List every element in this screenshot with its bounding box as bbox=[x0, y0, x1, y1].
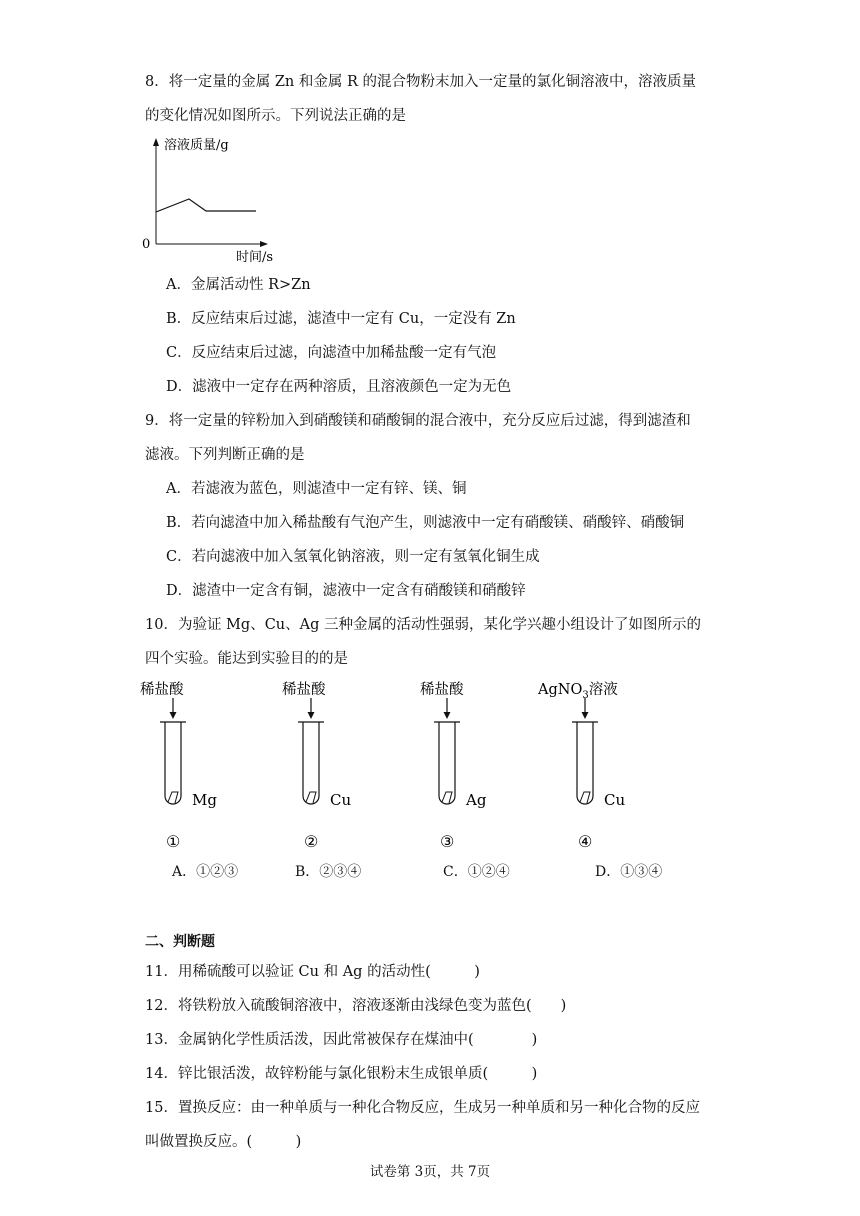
solution-mass-curve bbox=[156, 199, 256, 212]
exp1-arrow-head bbox=[170, 712, 177, 719]
exp4-reagent bbox=[537, 680, 618, 701]
q8-option-a: A．金属活动性 R>Zn bbox=[166, 277, 311, 293]
exp3-reagent: 稀盐酸 bbox=[420, 682, 464, 698]
exp3-mark: ③ bbox=[440, 832, 455, 851]
experiment-3 bbox=[420, 680, 487, 851]
q9-stem-line2: 滤液。下列判断正确的是 bbox=[145, 447, 305, 463]
exp4-metal: Cu bbox=[604, 791, 626, 809]
q9-option-a: A．若滤液为蓝色，则滤渣中一定有锌、镁、铜 bbox=[166, 481, 467, 497]
q9-option-b: B．若向滤渣中加入稀盐酸有气泡产生，则滤液中一定有硝酸镁、硝酸锌、硝酸铜 bbox=[166, 515, 685, 531]
exp4-mark: ④ bbox=[578, 832, 593, 851]
section-title: 二、判断题 bbox=[145, 934, 215, 950]
experiment-2 bbox=[282, 680, 351, 851]
experiment-4 bbox=[537, 680, 625, 851]
exp1-metal-piece bbox=[168, 792, 178, 803]
q10-stem-line2: 四个实验。能达到实验目的的是 bbox=[145, 651, 348, 667]
exp4-arrow-head bbox=[582, 712, 589, 719]
exp1-mark: ① bbox=[166, 832, 181, 851]
graph-origin: 0 bbox=[142, 237, 151, 252]
q10-experiments-figure bbox=[140, 672, 700, 852]
exp1-reagent: 稀盐酸 bbox=[140, 682, 184, 698]
q10-option-d: D．①③④ bbox=[595, 864, 663, 880]
page-footer: 试卷第 3页，共 7页 bbox=[369, 1164, 491, 1180]
q9-option-d: D．滤渣中一定含有铜，滤液中一定含有硝酸镁和硝酸锌 bbox=[166, 583, 526, 599]
q9-option-c: C．若向滤液中加入氢氧化钠溶液，则一定有氢氧化铜生成 bbox=[166, 549, 540, 565]
judge-item-15-line1: 15．置换反应：由一种单质与一种化合物反应，生成另一种单质和另一种化合物的反应 bbox=[145, 1100, 700, 1116]
q10-stem-line1: 10．为验证 Mg、Cu、Ag 三种金属的活动性强弱，某化学兴趣小组设计了如图所示的 bbox=[145, 617, 701, 633]
graph-xlabel: 时间/s bbox=[236, 250, 274, 265]
exp3-arrow-head bbox=[444, 712, 451, 719]
q8-stem-line1: 8．将一定量的金属 Zn 和金属 R 的混合物粉末加入一定量的氯化铜溶液中，溶液质量 bbox=[145, 74, 696, 90]
judge-item-15-line2: 叫做置换反应。( ) bbox=[145, 1134, 302, 1150]
x-axis-arrow bbox=[260, 241, 268, 247]
judge-item-11: 11．用稀硫酸可以验证 Cu 和 Ag 的活动性( ) bbox=[145, 964, 480, 980]
q10-option-b: B．②③④ bbox=[295, 864, 362, 880]
exp4-reagent-subscript: 3 bbox=[582, 690, 589, 701]
q10-option-a: A．①②③ bbox=[172, 864, 239, 880]
exp4-reagent-tail: 溶液 bbox=[588, 682, 618, 698]
q8-option-c: C．反应结束后过滤，向滤渣中加稀盐酸一定有气泡 bbox=[166, 345, 497, 361]
exp2-arrow-head bbox=[308, 712, 315, 719]
q8-mass-time-graph bbox=[140, 136, 280, 266]
q8-option-b: B．反应结束后过滤，滤渣中一定有 Cu，一定没有 Zn bbox=[166, 311, 516, 327]
judge-item-12: 12．将铁粉放入硫酸铜溶液中，溶液逐渐由浅绿色变为蓝色( ) bbox=[145, 998, 567, 1014]
judge-item-13: 13．金属钠化学性质活泼，因此常被保存在煤油中( ) bbox=[145, 1032, 538, 1048]
exp2-reagent: 稀盐酸 bbox=[282, 682, 326, 698]
exp3-metal: Ag bbox=[466, 791, 487, 809]
graph-ylabel: 溶液质量/g bbox=[164, 138, 229, 153]
exp4-metal-piece bbox=[580, 792, 590, 803]
y-axis-arrow bbox=[153, 138, 159, 146]
exp2-metal: Cu bbox=[330, 791, 352, 809]
exp1-metal: Mg bbox=[192, 791, 217, 809]
experiment-1 bbox=[140, 680, 217, 851]
q10-option-c: C．①②④ bbox=[443, 864, 510, 880]
exp2-metal-piece bbox=[306, 792, 316, 803]
exp3-metal-piece bbox=[442, 792, 452, 803]
exp4-reagent-formula: AgNO bbox=[538, 682, 583, 698]
q8-option-d: D．滤液中一定存在两种溶质，且溶液颜色一定为无色 bbox=[166, 379, 512, 395]
exp2-mark: ② bbox=[304, 832, 319, 851]
q9-stem-line1: 9．将一定量的锌粉加入到硝酸镁和硝酸铜的混合液中，充分反应后过滤，得到滤渣和 bbox=[145, 413, 691, 429]
q8-stem-line2: 的变化情况如图所示。下列说法正确的是 bbox=[145, 108, 406, 124]
judge-item-14: 14．锌比银活泼，故锌粉能与氯化银粉末生成银单质( ) bbox=[145, 1066, 538, 1082]
